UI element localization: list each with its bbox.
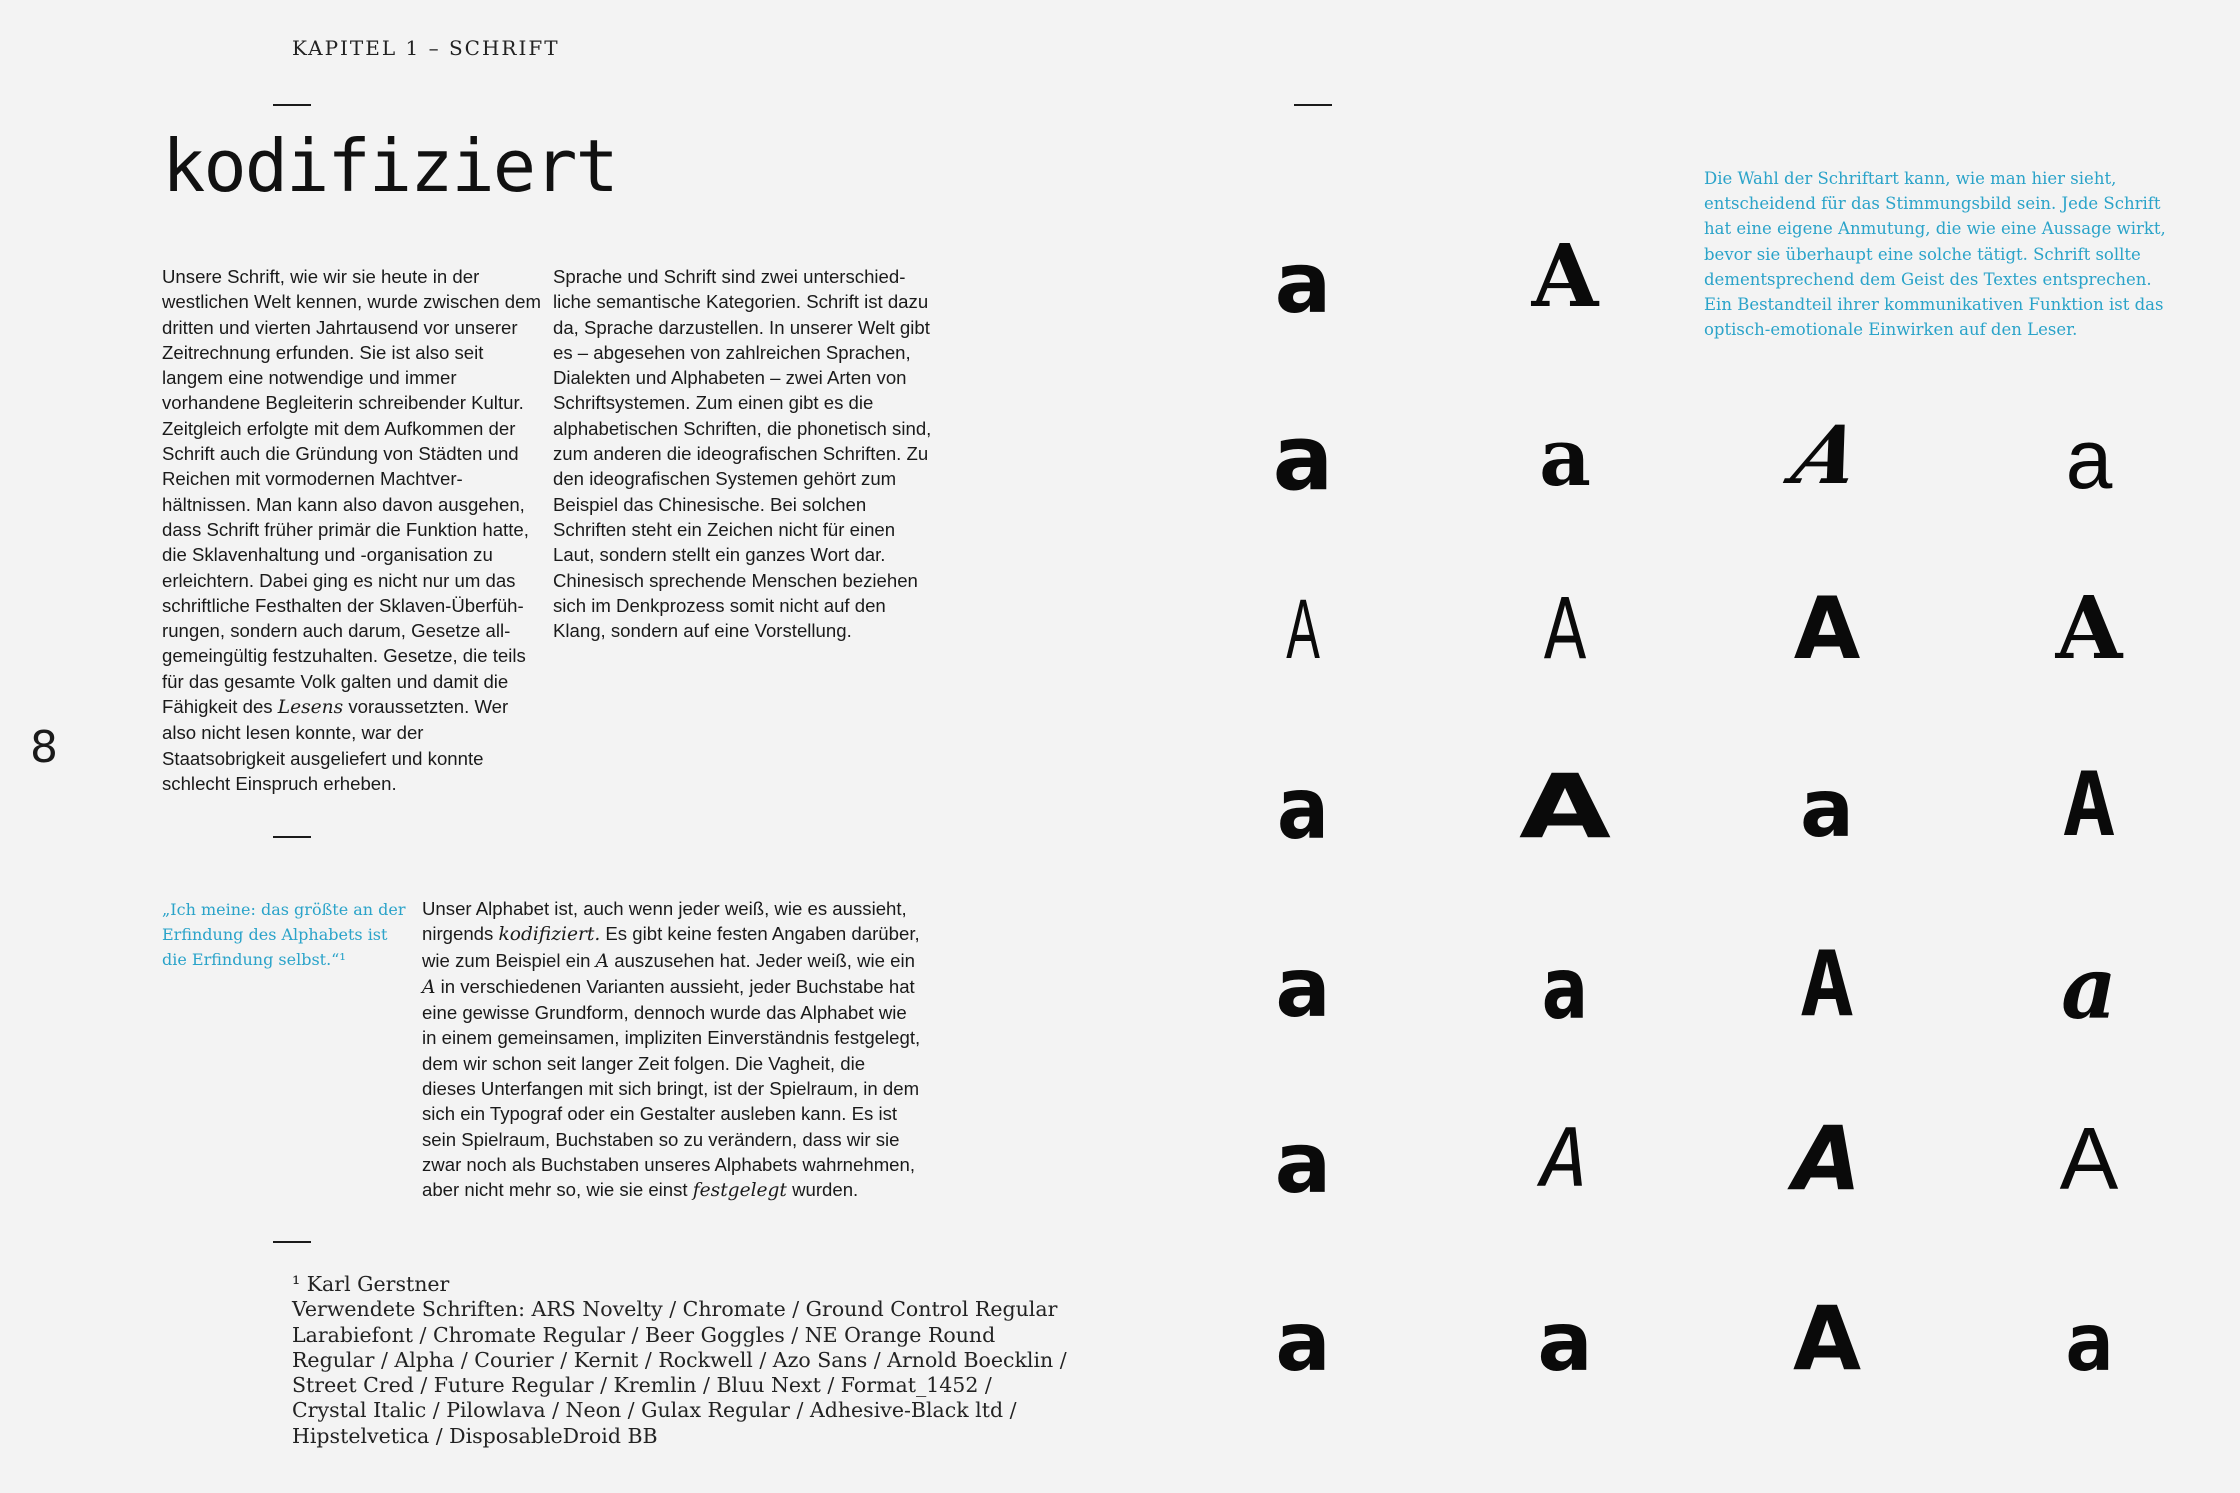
emphasis: kodifiziert. xyxy=(498,924,601,946)
glyph-specimen: a xyxy=(1275,1295,1331,1390)
emphasis: A xyxy=(595,950,610,972)
divider xyxy=(273,104,311,106)
page-title: kodifiziert xyxy=(162,124,617,208)
glyph-specimen: a xyxy=(1541,939,1589,1039)
glyph-specimen: a xyxy=(1272,406,1334,511)
glyph-specimen: A xyxy=(1784,408,1870,502)
glyph-specimen: A xyxy=(2055,578,2123,679)
glyph-specimen: a xyxy=(1275,941,1331,1036)
glyph-specimen: a xyxy=(1539,410,1591,504)
font-credits: Verwendete Schriften: ARS Novelty / Chromate / Ground Control Regular Larabiefont / Chromate Regular / Beer Goggles / NE Orange Round Regular / Alpha / Courier / Kernit / Rockwell / Azo Sans / Arnold Boecklin / Street Cred / Future Regular / Kremlin / Bluu Next / Format_1452 / Crystal Italic / Pilowlava / Neon / Gulax Regular / Adhesive-Black ltd / Hipstelvetica / DisposableDroid BB xyxy=(292,1297,1067,1448)
body-column-right xyxy=(553,264,933,643)
body-text: wurden. xyxy=(786,1179,859,1201)
glyph-specimen: A xyxy=(1793,579,1861,679)
divider xyxy=(1294,104,1332,106)
glyph-specimen: A xyxy=(1519,755,1611,858)
glyph-specimen: a xyxy=(2065,412,2113,506)
emphasis: Lesens xyxy=(277,697,344,719)
glyph-specimen: a xyxy=(1274,1114,1332,1212)
body-text: auszusehen hat. Jeder weiß, wie ein xyxy=(609,949,915,971)
body-text: Sprache und Schrift sind zwei unterschiedliche semantische Kategorien. Schrift ist dazu da, Sprache darzustellen. In unserer Welt gibt es – abgesehen von zahlreichen Sprachen, Dialekten und Alphabeten – zwei Arten von Schriftsystemen. Zum einen gibt es die alphabetischen Schriften, die phonetisch sind, zum anderen die ideografischen Schriften. Zu den ideografischen Systemen gehört zum Beispiel das Chinesische. Bei solchen Schriften steht ein Zeichen nicht für einen Laut, sondern stellt ein ganzes Wort dar. Chinesisch sprechende Menschen beziehen sich im Denkprozess somit nicht auf den Klang, sondern auf eine Vorstellung. xyxy=(553,266,932,642)
emphasis: festgelegt xyxy=(692,1180,787,1202)
body-text: Unsere Schrift, wie wir sie heute in der westlichen Welt kennen, wurde zwischen dem dritten und vierten Jahrtausend vor unserer Zeitrechnung erfunden. Sie ist also seit langem eine notwendige und immer vorhandene Begleiterin schreibender Kultur. Zeitgleich erfolgte mit dem Aufkommen der Schrift auch die Gründung von Städten und Reichen mit vormodernen Machtverhältnissen. Man kann also davon ausgehen, dass Schrift früher primär die Funktion hatte, die Sklavenhaltung und -organisation zu erleichtern. Dabei ging es nicht nur um das schriftliche Festhalten der Sklaven-Überführungen, sondern auch darum, Gesetze allgemeingültig festzuhalten. Gesetze, die teils für das gesamte Volk galten und damit die Fähigkeit des xyxy=(162,266,541,718)
glyph-specimen: A xyxy=(1799,932,1855,1037)
page-number: 8 xyxy=(30,722,58,773)
glyph-specimen: A xyxy=(2059,1109,2119,1208)
body-text: in verschiedenen Varianten aussieht, jeder Buchstabe hat eine gewisse Grundform, dennoch wurde das Alphabet wie in einem gemeinsamen, impliziten Einverständnis festgelegt, dem wir schon seit langer Zeit folgen. Die Vagheit, die dieses Unterfangen mit sich bringt, ist der Spielraum, in dem sich ein Typograf oder ein Gestalter ausleben kann. Es ist sein Spielraum, Buchstaben so zu verändern, dass wir sie zwar noch als Buchstaben unseres Alphabets wahrnehmen, aber nicht mehr so, wie sie einst xyxy=(422,975,921,1201)
glyph-specimen: A xyxy=(1531,226,1599,327)
glyph-specimen: A xyxy=(1540,1112,1590,1205)
glyph-specimen: A xyxy=(1792,1107,1862,1210)
pull-quote: „Ich meine: das größte an der Erfindung des Alphabets ist die Erfindung selbst.“¹ xyxy=(162,900,406,969)
emphasis: A xyxy=(422,976,436,998)
divider xyxy=(273,1241,311,1243)
divider xyxy=(273,836,311,838)
body-text: Es gibt keine festen Angaben darüber, wie zum Beispiel ein xyxy=(422,923,920,971)
glyph-specimen: a xyxy=(1537,1295,1593,1390)
glyph-specimen: a xyxy=(1274,234,1332,332)
glyph-specimen: A xyxy=(1286,582,1320,676)
chapter-header: KAPITEL 1 – SCHRIFT xyxy=(292,36,560,60)
footnote-ref: ¹ Karl Gerstner xyxy=(292,1272,450,1296)
glyph-specimen: a xyxy=(1276,759,1330,859)
glyph-specimen: A xyxy=(1543,580,1587,678)
body-text: Unser Alphabet ist, auch wenn jeder weiß, wie es aussieht, nirgends xyxy=(422,898,907,945)
glyph-specimen: a xyxy=(1800,762,1854,855)
body-column-left xyxy=(162,264,544,796)
glyph-specimen: a xyxy=(2061,938,2117,1039)
body-column-lower xyxy=(422,896,922,1204)
glyph-specimen: a xyxy=(2064,1296,2114,1389)
glyph-specimen: A xyxy=(2062,753,2116,856)
footnote xyxy=(292,1272,1072,1449)
glyph-specimen: A xyxy=(1792,1287,1862,1390)
body-text: voraussetzten. Wer also nicht lesen konnte, war der Staatsobrigkeit ausgeliefert und konnte schlecht Einspruch erheben. xyxy=(162,696,509,794)
sidenote: Die Wahl der Schriftart kann, wie man hier sieht, entscheidend für das Stimmungsbild sein. Jede Schrift hat eine eigene Anmutung, die wie eine Aussage wirkt, bevor sie überhaupt eine solche tätigt. Schrift sollte dementsprechend dem Geist des Textes entsprechen. Ein Bestandteil ihrer kommunikativen Funktion ist das optisch-emotionale Einwirken auf den Leser. xyxy=(1704,169,2166,340)
